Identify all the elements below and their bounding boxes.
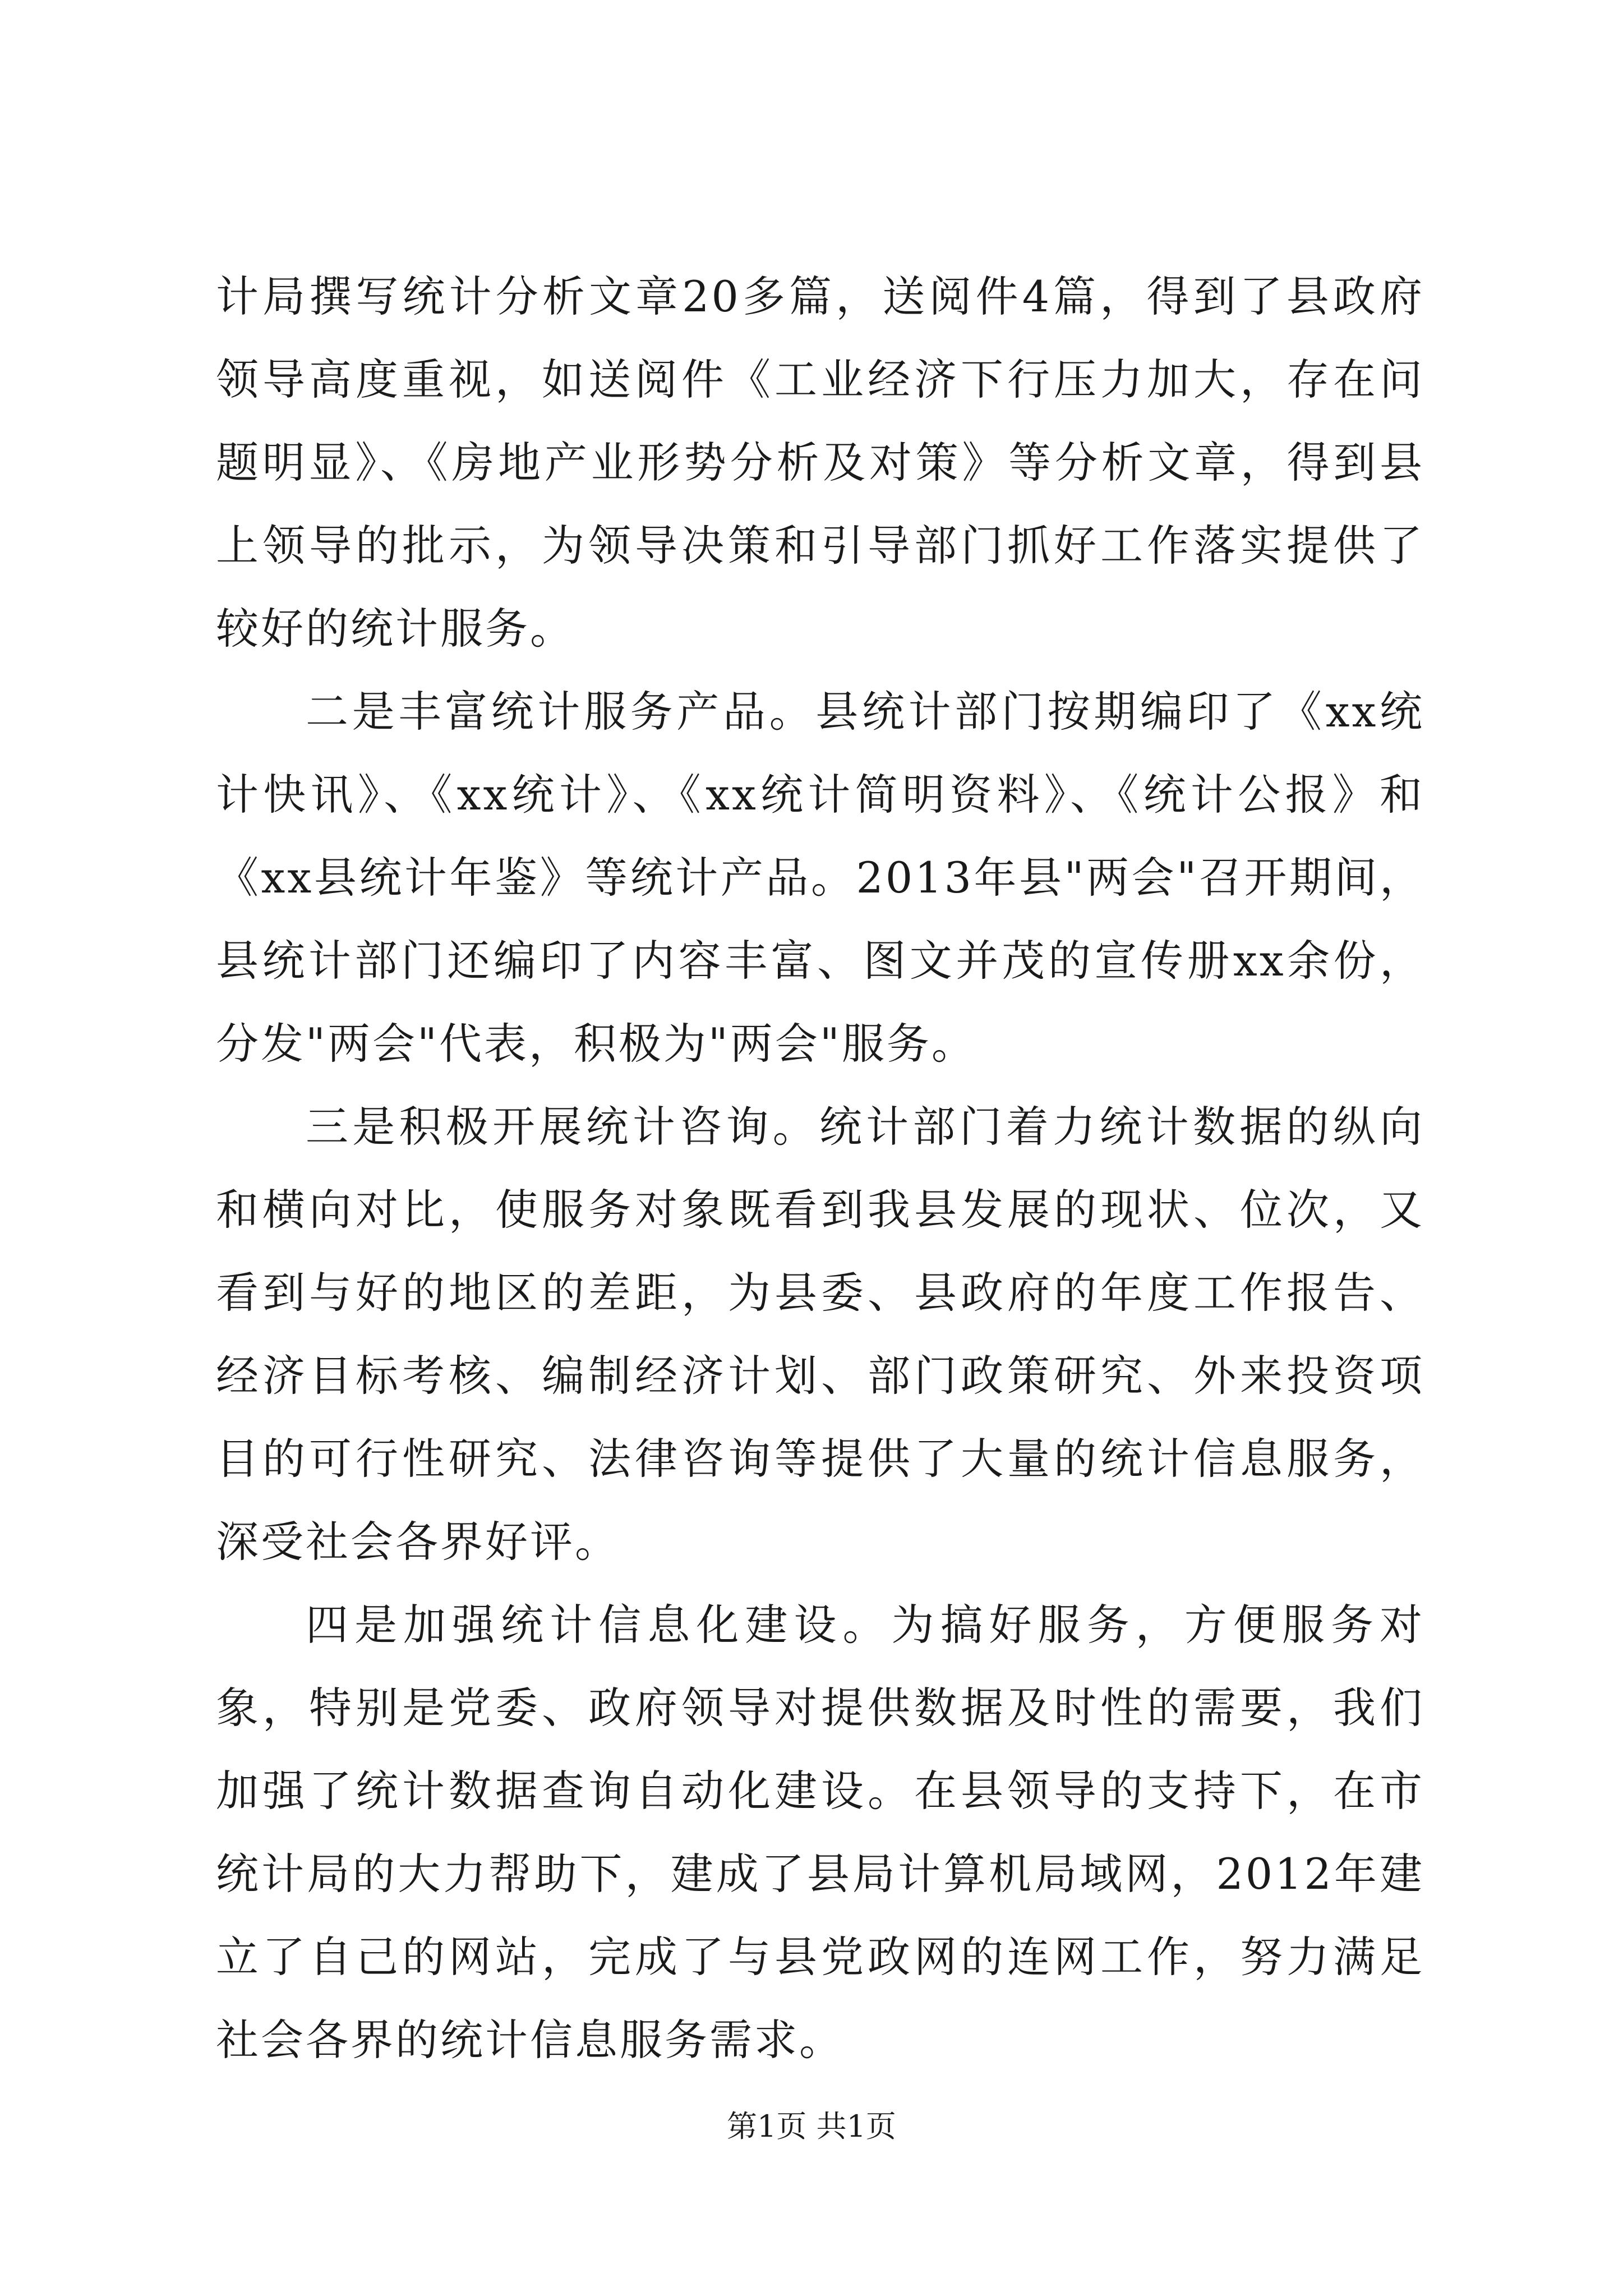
paragraph-1: 计局撰写统计分析文章20多篇，送阅件4篇，得到了县政府领导高度重视，如送阅件《工业经济下行压力加大，存在问题明显》、《房地产业形势分析及对策》等分析文章，得到县上领导的批示，为领导决策和引导部门抓好工作落实提供了较好的统计服务。: [216, 272, 1424, 654]
page-number-footer: 第1页 共1页: [727, 2109, 896, 2144]
document-body: [216, 255, 1424, 2082]
paragraph-3: 三是积极开展统计咨询。统计部门着力统计数据的纵向和横向对比，使服务对象既看到我县发展的现状、位次，又看到与好的地区的差距，为县委、县政府的年度工作报告、经济目标考核、编制经济计划、部门政策研究、外来投资项目的可行性研究、法律咨询等提供了大量的统计信息服务，深受社会各界好评。: [216, 1102, 1424, 1567]
paragraph-4: 四是加强统计信息化建设。为搞好服务，方便服务对象，特别是党委、政府领导对提供数据及时性的需要，我们加强了统计数据查询自动化建设。在县领导的支持下，在市统计局的大力帮助下，建成了县局计算机局域网，2012年建立了自己的网站，完成了与县党政网的连网工作，努力满足社会各界的统计信息服务需求。: [216, 1600, 1424, 2065]
paragraph-2: 二是丰富统计服务产品。县统计部门按期编印了《xx统计快讯》、《xx统计》、《xx统计简明资料》、《统计公报》和《xx县统计年鉴》等统计产品。2013年县"两会"召开期间，县统计部门还编印了内容丰富、图文并茂的宣传册xx余份，分发"两会"代表，积极为"两会"服务。: [216, 687, 1424, 1069]
